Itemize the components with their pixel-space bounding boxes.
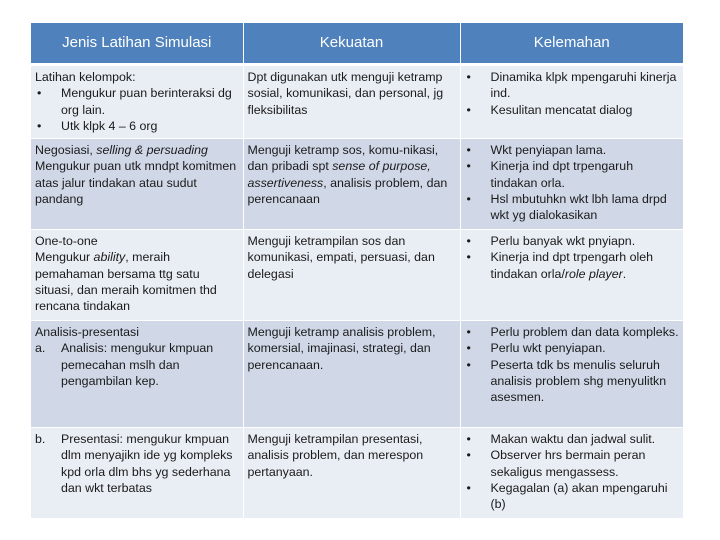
table-row [31, 65, 683, 139]
header-type: Jenis Latihan Simulasi [31, 23, 243, 65]
weakness-bullet: • Kinerja ind dpt trpengaruh tindakan orla. [465, 158, 680, 191]
weakness-cell [460, 321, 683, 428]
weakness-cell [460, 230, 683, 321]
type-subitem: b. Presentasi: mengukur kmpuan dlm menyajikn ide yg kompleks kpd orla dlm bhs yg sederhana dan wkt terbatas [35, 432, 233, 495]
type-cell [31, 65, 243, 139]
weakness-bullet: • Kinerja ind dpt trpengarh oleh tindakan orla/role player. [465, 249, 680, 282]
type-cell [31, 428, 243, 519]
table-row [31, 139, 683, 230]
weakness-cell [460, 139, 683, 230]
weakness-bullet: • Hsl mbutuhkn wkt lbh lama drpd wkt yg dialokasikan [465, 191, 680, 224]
weakness-cell [460, 428, 683, 519]
weakness-cell [460, 65, 683, 139]
type-bullet: • Utk klpk 4 – 6 org [35, 118, 239, 134]
simulation-comparison-table [31, 23, 683, 519]
header-row [31, 23, 683, 65]
weakness-bullet: • Perlu banyak wkt pnyiapn. [465, 233, 680, 249]
type-bullet: • Mengukur puan berinteraksi dg org lain. [35, 85, 239, 118]
weakness-bullet: • Dinamika klpk mpengaruhi kinerja ind. [465, 69, 680, 102]
type-subitem: a. Analisis: mengukur kmpuan pemecahan mslh dan pengambilan kep. [35, 341, 214, 388]
strength-cell: Dpt digunakan utk menguji ketramp sosial, komunikasi, dan personal, jg fleksibilitas [243, 65, 460, 139]
weakness-bullet: • Perlu wkt penyiapan. [465, 340, 680, 356]
weakness-bullet: • Perlu problem dan data kompleks. [465, 324, 680, 340]
type-description: Mengukur puan utk mndpt komitmen atas jalur tindakan atau sudut pandang [35, 159, 237, 206]
type-cell [31, 139, 243, 230]
strength-cell: Menguji ketrampilan presentasi, analisis problem, dan merespon pertanyaan. [243, 428, 460, 519]
weakness-bullet: • Observer hrs bermain peran sekaligus mengassess. [465, 447, 680, 480]
type-title: Analisis-presentasi [35, 325, 139, 339]
type-title: Negosiasi, selling & persuading [35, 143, 208, 157]
weakness-bullet: • Kegagalan (a) akan mpengaruhi (b) [465, 480, 680, 513]
header-weakness: Kelemahan [460, 23, 683, 65]
table-row [31, 321, 683, 428]
weakness-bullet: • Peserta tdk bs menulis seluruh analisis problem shg menyulitkn asesmen. [465, 357, 680, 406]
table-row [31, 230, 683, 321]
type-title: One-to-one [35, 234, 98, 248]
weakness-bullet: • Wkt penyiapan lama. [465, 142, 680, 158]
type-description: Mengukur ability, meraih pemahaman bersama ttg satu situasi, dan meraih komitmen thd rencana tindakan [35, 250, 217, 314]
weakness-bullet: • Kesulitan mencatat dialog [465, 102, 680, 118]
header-strength: Kekuatan [243, 23, 460, 65]
type-title: Latihan kelompok: [35, 70, 136, 84]
strength-cell: Menguji ketrampilan sos dan komunikasi, empati, persuasi, dan delegasi [243, 230, 460, 321]
strength-cell: Menguji ketramp analisis problem, komersial, imajinasi, strategi, dan perencanaan. [243, 321, 460, 428]
weakness-bullet: • Makan waktu dan jadwal sulit. [465, 431, 680, 447]
table-row [31, 428, 683, 519]
type-cell [31, 321, 243, 428]
strength-cell: Menguji ketramp sos, komu-nikasi, dan pribadi spt sense of purpose, assertiveness, analisis problem, dan perencanaan [243, 139, 460, 230]
type-cell [31, 230, 243, 321]
